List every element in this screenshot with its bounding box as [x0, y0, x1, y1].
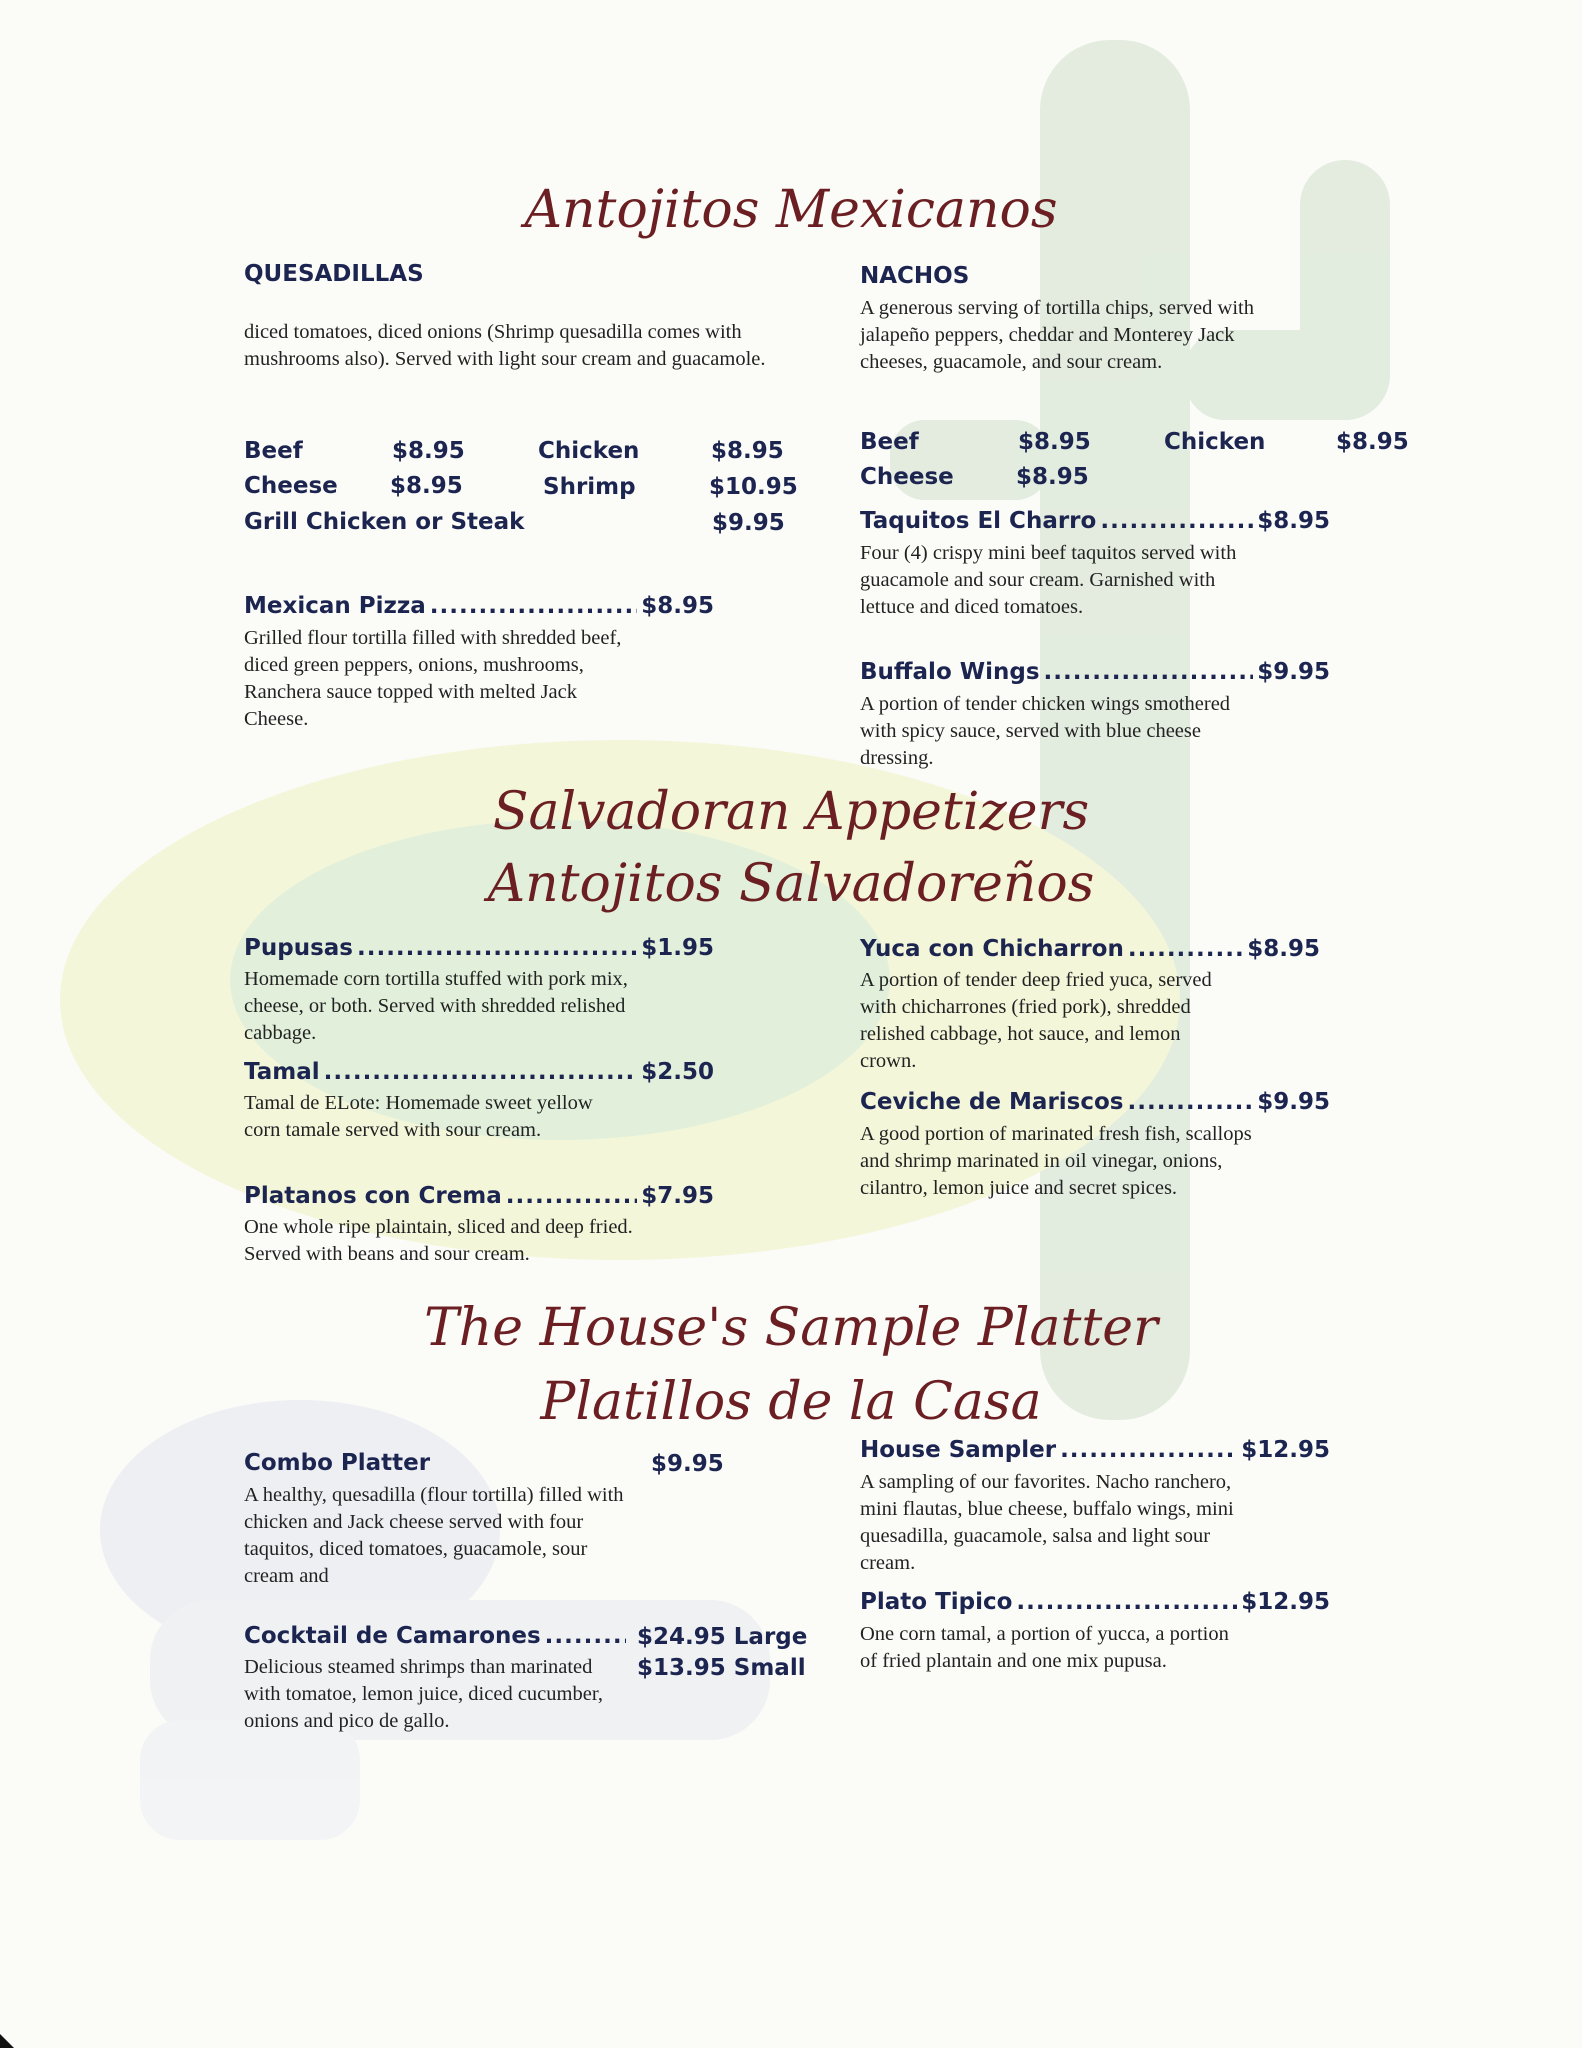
- combo-platter-description: A healthy, quesadilla (flour tortilla) filled with chicken and Jack cheese served with four taquitos, diced tomatoes, guacamole, sour cream and: [244, 1484, 624, 1587]
- dot-leader: [324, 1059, 638, 1087]
- yuca-price: $8.95: [1247, 936, 1320, 962]
- plato-tipico-line: [860, 1589, 1330, 1617]
- ceviche-price: $9.95: [1257, 1089, 1330, 1115]
- quesadillas-heading: QUESADILLAS: [244, 261, 424, 287]
- quesadillas-grill-price: $9.95: [712, 510, 785, 536]
- quesadillas-shrimp-label: Shrimp: [543, 474, 636, 500]
- nachos-beef-label: Beef: [860, 429, 919, 455]
- tamal-line: [244, 1059, 714, 1087]
- ceviche-description: A good portion of marinated fresh fish, scallops and shrimp marinated in oil vinegar, onions, cilantro, lemon juice and secret spices.: [860, 1123, 1252, 1199]
- combo-platter-price: $9.95: [651, 1451, 724, 1477]
- plato-tipico-name: Plato Tipico: [860, 1589, 1013, 1615]
- tamal-price: $2.50: [641, 1059, 714, 1085]
- quesadillas-cheese-label: Cheese: [244, 473, 338, 499]
- pupusas-line: [244, 935, 714, 963]
- quesadillas-shrimp-price: $10.95: [709, 474, 798, 500]
- dot-leader: [1060, 1437, 1237, 1465]
- section-title-platillos-de-la-casa: Platillos de la Casa: [540, 1372, 1042, 1432]
- cocktail-name: Cocktail de Camarones: [244, 1623, 541, 1649]
- section-title-antojitos-salvadorenos: Antojitos Salvadoreños: [487, 854, 1095, 914]
- nachos-beef-price: $8.95: [1018, 429, 1091, 455]
- nachos-description: A generous serving of tortilla chips, served with jalapeño peppers, cheddar and Monterey Jack cheeses, guacamole, and sour cream.: [860, 297, 1254, 373]
- section-title-salvadoran-appetizers: Salvadoran Appetizers: [492, 782, 1090, 842]
- house-sampler-description: A sampling of our favorites. Nacho ranchero, mini flautas, blue cheese, buffalo wings, mini quesadilla, guacamole, salsa and light sour cream.: [860, 1471, 1234, 1574]
- mexican-pizza-line: [244, 593, 714, 621]
- cocktail-price-large: $24.95 Large: [637, 1624, 808, 1650]
- quesadillas-chicken-label: Chicken: [538, 438, 640, 464]
- dot-leader: [430, 593, 637, 621]
- buffalo-wings-price: $9.95: [1257, 659, 1330, 685]
- pupusas-name: Pupusas: [244, 935, 353, 961]
- yuca-description: A portion of tender deep fried yuca, served with chicharrones (fried pork), shredded relished cabbage, hot sauce, and lemon crown.: [860, 969, 1212, 1072]
- quesadillas-chicken-price: $8.95: [711, 438, 784, 464]
- cocktail-price-small: $13.95 Small: [637, 1655, 806, 1681]
- mexican-pizza-name: Mexican Pizza: [244, 593, 426, 619]
- combo-platter-name: Combo Platter: [244, 1450, 431, 1476]
- nachos-cheese-label: Cheese: [860, 464, 954, 490]
- dot-leader: [545, 1623, 626, 1651]
- yuca-line: [860, 936, 1320, 964]
- dot-leader: [1016, 1589, 1237, 1617]
- taquitos-description: Four (4) crispy mini beef taquitos served with guacamole and sour cream. Garnished with lettuce and diced tomatoes.: [860, 542, 1237, 618]
- dot-leader: [1100, 508, 1253, 536]
- platanos-line: [244, 1183, 714, 1211]
- quesadillas-beef-price: $8.95: [392, 438, 465, 464]
- buffalo-wings-name: Buffalo Wings: [860, 659, 1040, 685]
- dot-leader: [1128, 936, 1243, 964]
- page-corner: [0, 2034, 14, 2048]
- nachos-chicken-label: Chicken: [1164, 429, 1266, 455]
- platanos-price: $7.95: [641, 1183, 714, 1209]
- quesadillas-beef-label: Beef: [244, 438, 303, 464]
- mexican-pizza-price: $8.95: [641, 593, 714, 619]
- mexican-pizza-description: Grilled flour tortilla filled with shredded beef, diced green peppers, onions, mushrooms, Ranchera sauce topped with melted Jack Cheese.: [244, 627, 622, 730]
- taquitos-name: Taquitos El Charro: [860, 508, 1097, 534]
- platanos-name: Platanos con Crema: [244, 1183, 502, 1209]
- cocktail-line: [244, 1623, 630, 1651]
- buffalo-wings-line: [860, 659, 1330, 687]
- nachos-chicken-price: $8.95: [1336, 429, 1409, 455]
- dot-leader: [1044, 659, 1254, 687]
- dot-leader: [506, 1183, 637, 1211]
- section-title-antojitos-mexicanos: Antojitos Mexicanos: [524, 180, 1058, 240]
- taquitos-price: $8.95: [1257, 508, 1330, 534]
- quesadillas-description: diced tomatoes, diced onions (Shrimp quesadilla comes with mushrooms also). Served with light sour cream and guacamole.: [244, 321, 766, 370]
- tamal-description: Tamal de ELote: Homemade sweet yellow corn tamale served with sour cream.: [244, 1092, 593, 1141]
- quesadillas-grill-label: Grill Chicken or Steak: [244, 509, 525, 535]
- nachos-cheese-price: $8.95: [1016, 464, 1089, 490]
- nachos-heading: NACHOS: [860, 263, 970, 289]
- pupusas-price: $1.95: [641, 935, 714, 961]
- dot-leader: [1128, 1089, 1254, 1117]
- tamal-name: Tamal: [244, 1059, 320, 1085]
- section-title-house-sample-platter: The House's Sample Platter: [424, 1298, 1158, 1358]
- yuca-name: Yuca con Chicharron: [860, 936, 1124, 962]
- ceviche-line: [860, 1089, 1330, 1117]
- plato-tipico-price: $12.95: [1241, 1589, 1330, 1615]
- house-sampler-name: House Sampler: [860, 1437, 1057, 1463]
- cocktail-description: Delicious steamed shrimps than marinated with tomatoe, lemon juice, diced cucumber, onions and pico de gallo.: [244, 1656, 603, 1732]
- house-sampler-price: $12.95: [1241, 1437, 1330, 1463]
- ceviche-name: Ceviche de Mariscos: [860, 1089, 1124, 1115]
- pupusas-description: Homemade corn tortilla stuffed with pork mix, cheese, or both. Served with shredded relished cabbage.: [244, 968, 628, 1044]
- plato-tipico-description: One corn tamal, a portion of yucca, a portion of fried plantain and one mix pupusa.: [860, 1623, 1229, 1672]
- dot-leader: [357, 935, 637, 963]
- taquitos-line: [860, 508, 1330, 536]
- quesadillas-cheese-price: $8.95: [390, 473, 463, 499]
- house-sampler-line: [860, 1437, 1330, 1465]
- platanos-description: One whole ripe plaintain, sliced and deep fried. Served with beans and sour cream.: [244, 1216, 633, 1265]
- buffalo-wings-description: A portion of tender chicken wings smothered with spicy sauce, served with blue cheese dressing.: [860, 693, 1231, 769]
